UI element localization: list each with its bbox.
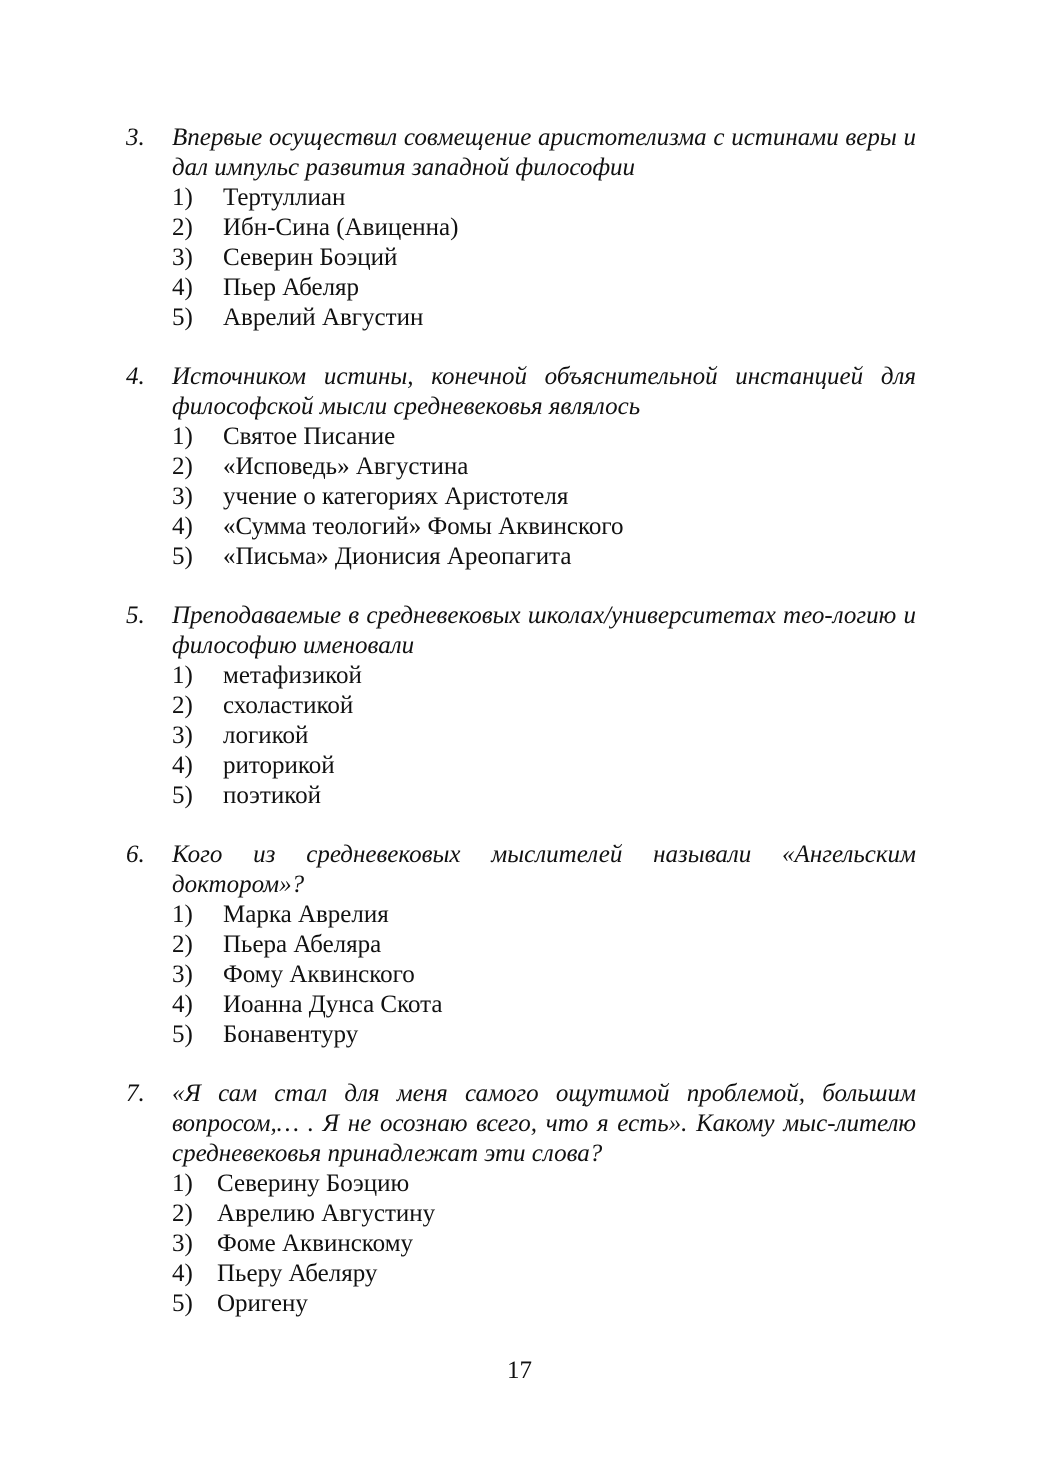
question-text: Впервые осуществил совмещение аристотелизма с истинами веры и дал импульс развития западной философии (172, 124, 916, 181)
option-number: 3) (172, 244, 193, 271)
option-number: 4) (172, 1260, 193, 1287)
question-number: 3. (126, 124, 145, 151)
question-text: Источником истины, конечной объяснительной инстанцией для философской мысли средневековья являлось (172, 363, 916, 420)
answer-option (172, 900, 916, 930)
option-number: 1) (172, 184, 193, 211)
option-number: 4) (172, 752, 193, 779)
question-number: 6. (126, 841, 145, 868)
answer-option (172, 1199, 916, 1229)
option-number: 5) (172, 782, 193, 809)
question-7 (126, 1079, 916, 1319)
option-text: Северину Боэцию (217, 1170, 410, 1197)
answer-option (172, 542, 916, 572)
question-number: 7. (126, 1080, 145, 1107)
option-text: Пьера Абеляра (223, 931, 382, 958)
question-number: 4. (126, 363, 145, 390)
answer-options (126, 900, 916, 1050)
option-text: Ибн-Сина (Авиценна) (223, 214, 459, 241)
answer-option (172, 452, 916, 482)
answer-option (172, 512, 916, 542)
answer-option (172, 990, 916, 1020)
question-head (126, 362, 916, 422)
option-number: 5) (172, 1021, 193, 1048)
option-number: 5) (172, 304, 193, 331)
option-text: Фому Аквинского (223, 961, 415, 988)
answer-option (172, 781, 916, 811)
answer-option (172, 691, 916, 721)
option-text: Северин Боэций (223, 244, 398, 271)
answer-option (172, 1289, 916, 1319)
answer-option (172, 930, 916, 960)
option-number: 1) (172, 901, 193, 928)
question-head (126, 123, 916, 183)
option-number: 4) (172, 274, 193, 301)
answer-option (172, 1020, 916, 1050)
option-text: Бонавентуру (223, 1021, 359, 1048)
option-text: учение о категориях Аристотеля (223, 483, 569, 510)
option-number: 3) (172, 483, 193, 510)
answer-options (126, 183, 916, 333)
option-text: Фоме Аквинскому (217, 1230, 414, 1257)
option-number: 3) (172, 722, 193, 749)
answer-options (126, 1169, 916, 1319)
question-3 (126, 123, 916, 333)
question-6 (126, 840, 916, 1050)
option-text: Святое Писание (223, 423, 396, 450)
option-text: «Исповедь» Августина (223, 453, 469, 480)
option-text: логикой (223, 722, 309, 749)
question-text: Преподаваемые в средневековых школах/университетах тео-логию и философию именовали (172, 602, 916, 659)
option-number: 2) (172, 214, 193, 241)
option-number: 5) (172, 1290, 193, 1317)
question-text: Кого из средневековых мыслителей называли «Ангельским доктором»? (172, 841, 916, 898)
option-text: Иоанна Дунса Скота (223, 991, 443, 1018)
answer-option (172, 482, 916, 512)
answer-option (172, 960, 916, 990)
answer-option (172, 303, 916, 333)
option-text: Марка Аврелия (223, 901, 389, 928)
option-number: 2) (172, 692, 193, 719)
option-number: 5) (172, 543, 193, 570)
page-number: 17 (507, 1357, 532, 1384)
question-head (126, 601, 916, 661)
option-number: 2) (172, 1200, 193, 1227)
option-number: 4) (172, 513, 193, 540)
question-head (126, 1079, 916, 1169)
question-text: «Я сам стал для меня самого ощутимой проблемой, большим вопросом,… . Я не осознаю всего, что я есть». Какому мыс-лителю средневековья принадлежат эти слова? (172, 1080, 916, 1167)
question-4 (126, 362, 916, 572)
option-number: 3) (172, 961, 193, 988)
answer-option (172, 1259, 916, 1289)
option-text: риторикой (223, 752, 335, 779)
answer-option (172, 243, 916, 273)
answer-option (172, 721, 916, 751)
answer-option (172, 422, 916, 452)
option-text: Пьер Абеляр (223, 274, 360, 301)
question-head (126, 840, 916, 900)
option-text: Тертуллиан (223, 184, 346, 211)
answer-option (172, 661, 916, 691)
option-number: 3) (172, 1230, 193, 1257)
option-text: Аврелий Августин (223, 304, 424, 331)
option-text: «Письма» Дионисия Ареопагита (223, 543, 572, 570)
option-number: 4) (172, 991, 193, 1018)
option-text: Пьеру Абеляру (217, 1260, 378, 1287)
option-text: поэтикой (223, 782, 321, 809)
answer-option (172, 183, 916, 213)
option-text: Аврелию Августину (217, 1200, 436, 1227)
option-number: 2) (172, 931, 193, 958)
page-content (126, 123, 916, 1348)
option-text: «Сумма теологий» Фомы Аквинского (223, 513, 624, 540)
option-number: 1) (172, 1170, 193, 1197)
answer-options (126, 422, 916, 572)
answer-option (172, 751, 916, 781)
answer-option (172, 273, 916, 303)
answer-options (126, 661, 916, 811)
answer-option (172, 213, 916, 243)
option-number: 2) (172, 453, 193, 480)
option-text: схоластикой (223, 692, 354, 719)
option-text: метафизикой (223, 662, 362, 689)
question-number: 5. (126, 602, 145, 629)
question-5 (126, 601, 916, 811)
option-text: Оригену (217, 1290, 308, 1317)
option-number: 1) (172, 423, 193, 450)
answer-option (172, 1169, 916, 1199)
answer-option (172, 1229, 916, 1259)
option-number: 1) (172, 662, 193, 689)
